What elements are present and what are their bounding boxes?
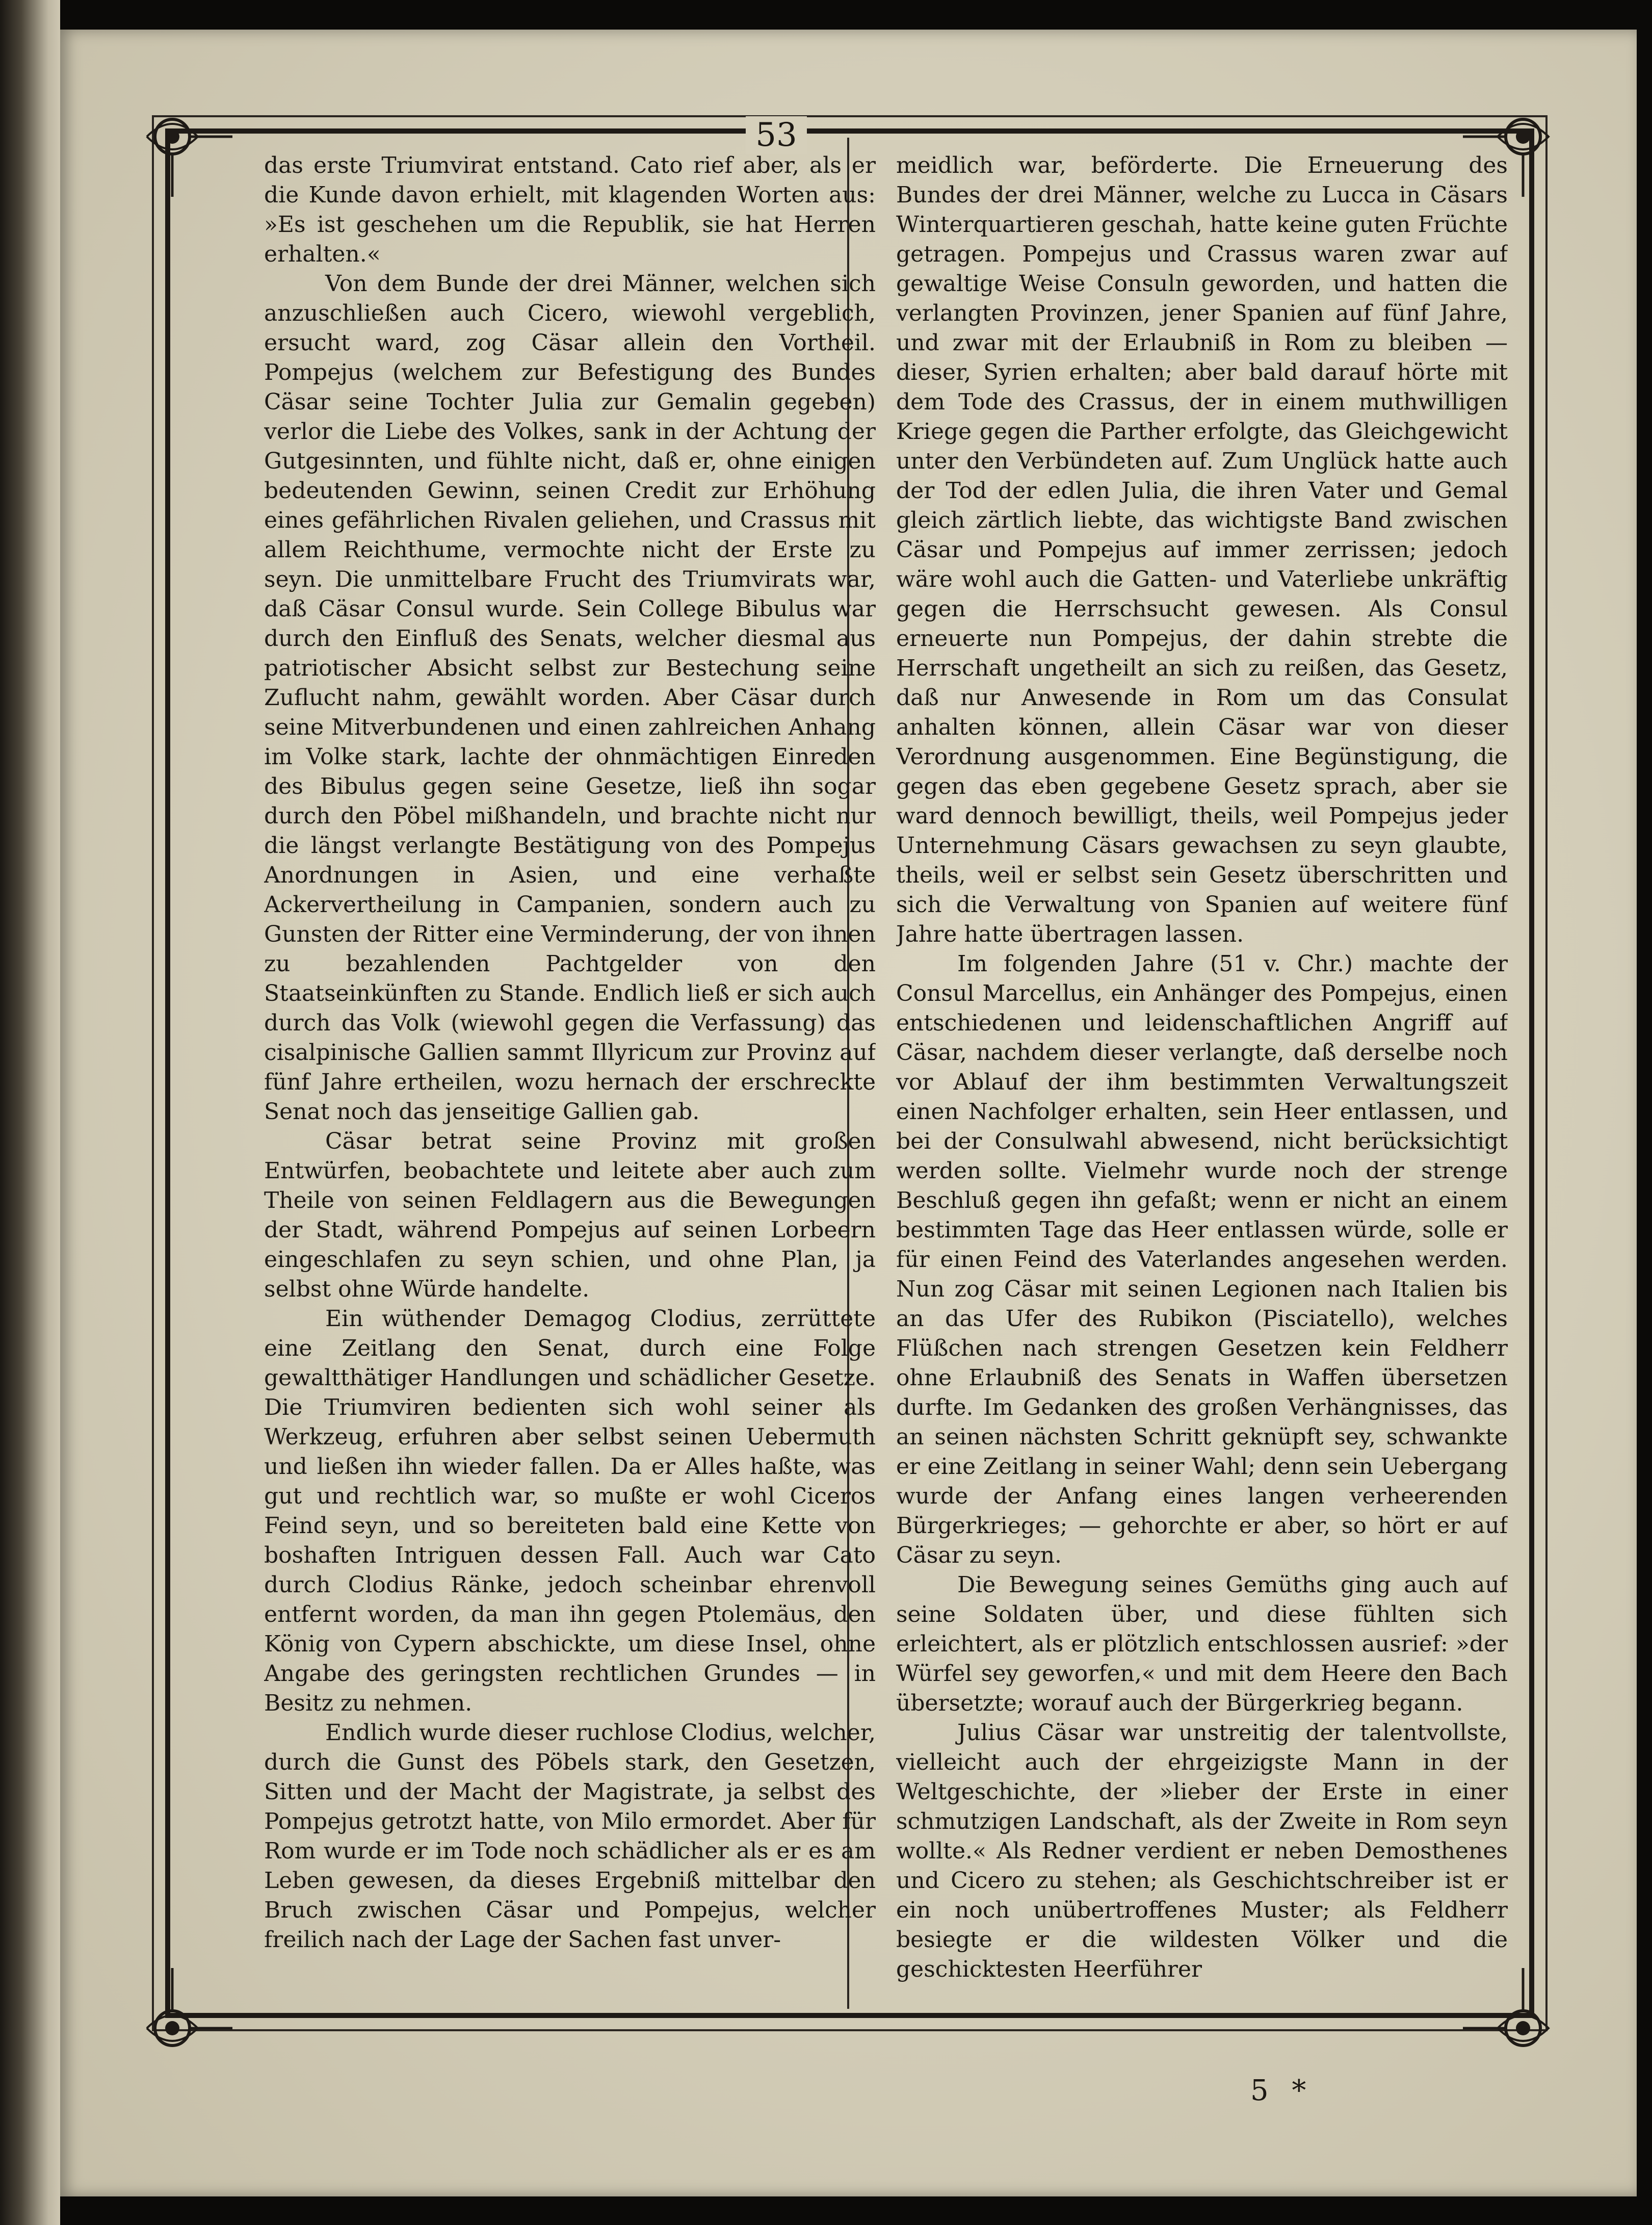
corner-ornament-icon	[142, 106, 233, 198]
paragraph: Von dem Bunde der drei Männer, welchen sich anzuschließen auch Cicero, wiewohl vergeblich, ersucht ward, zog Cäsar allein den Vortheil. Pompejus (welchem zur Befestigung des Bundes Cäsar seine Tochter Julia zur Gemalin gegeben) verlor die Liebe des Volkes, sank in der Achtung der Gutgesinnten, und fühlte nicht, daß er, ohne einigen bedeutenden Gewinn, seinen Credit zur Erhöhung eines gefährlichen Rivalen geliehen, und Crassus mit allem Reichthume, vermochte nicht der Erste zu seyn. Die unmittelbare Frucht des Triumvirats war, daß Cäsar Consul wurde. Sein College Bibulus war durch den Einfluß des Senats, welcher diesmal aus patriotischer Absicht selbst zur Bestechung seine Zuflucht nahm, gewählt worden. Aber Cäsar durch seine Mitverbundenen und einen zahlreichen Anhang im Volke stark, lachte der ohnmächtigen Einreden des Bibulus gegen seine Gesetze, ließ ihn sogar durch den Pöbel mißhandeln, und brachte nicht nur die längst verlangte Bestätigung von des Pompejus Anordnungen in Asien, und eine verhaßte Ackervertheilung in Campanien, sondern auch zu Gunsten der Ritter eine Verminderung, der von ihnen zu bezahlenden Pachtgelder von den Staatseinkünften zu Stande. Endlich ließ er sich auch durch das Volk (wiewohl gegen die Verfassung) das cisalpinische Gallien sammt Illyricum zur Provinz auf fünf Jahre ertheilen, wozu hernach der erschreckte Senat noch das jenseitige Gallien gab.	[264, 271, 876, 1125]
paragraph: Ein wüthender Demagog Clodius, zerrüttete eine Zeitlang den Senat, durch eine Folge gewaltthätiger Handlungen und schädlicher Gesetze. Die Triumviren bedienten sich wohl seiner als Werkzeug, erfuhren aber selbst seinen Uebermuth und ließen ihn wieder fallen. Da er Alles haßte, was gut und rechtlich war, so mußte er wohl Ciceros Feind seyn, und so bereiteten bald eine Kette von boshaften Intriguen dessen Fall. Auch war Cato durch Clodius Ränke, jedoch scheinbar ehrenvoll entfernt worden, da man ihn gegen Ptolemäus, den König von Cypern abschickte, um diese Insel, ohne Angabe des geringsten rechtlichen Grundes — in Besitz zu nehmen.	[264, 1306, 876, 1716]
corner-ornament-icon	[142, 1967, 233, 2059]
page-number: 53	[746, 116, 807, 154]
paragraph: Cäsar betrat seine Provinz mit großen Entwürfen, beobachtete und leitete aber auch zum Theile von seinen Feldlagern aus die Bewegungen der Stadt, während Pompejus auf seinen Lorbeern eingeschlafen zu seyn schien, und ohne Plan, ja selbst ohne Würde handelte.	[264, 1128, 876, 1302]
paragraph: Im folgenden Jahre (51 v. Chr.) machte der Consul Marcellus, ein Anhänger des Pompejus, einen entschiedenen und leidenschaftlichen Angriff auf Cäsar, nachdem dieser verlangte, daß derselbe noch vor Ablauf der ihm bestimmten Verwaltungszeit einen Nachfolger erhalten, sein Heer entlassen, und bei der Consulwahl abwesend, nicht berücksichtigt werden sollte. Vielmehr wurde noch der strenge Beschluß gegen ihn gefaßt; wenn er nicht an einem bestimmten Tage das Heer entlassen würde, solle er für einen Feind des Vaterlandes angesehen werden. Nun zog Cäsar mit seinen Legionen nach Italien bis an das Ufer des Rubikon (Pisciatello), welches Flüßchen nach strengen Gesetzen kein Feldherr ohne Erlaubniß des Senats in Waffen übersetzen durfte. Im Gedanken des großen Verhängnisses, das an seinen nächsten Schritt geknüpft sey, schwankte er eine Zeitlang in seiner Wahl; denn sein Uebergang wurde der Anfang eines langen verheerenden Bürgerkrieges; — gehorchte er aber, so hört er auf Cäsar zu seyn.	[896, 951, 1508, 1568]
book-spine-shadow	[0, 0, 60, 2225]
paragraph: das erste Triumvirat entstand. Cato rief aber, als er die Kunde davon erhielt, mit klagenden Worten aus: »Es ist geschehen um die Republik, sie hat Herren erhalten.«	[264, 152, 876, 267]
book-page	[60, 30, 1637, 2196]
paragraph: meidlich war, beförderte. Die Erneuerung des Bundes der drei Männer, welche zu Lucca in Cäsars Winterquartieren geschah, hatte keine guten Früchte getragen. Pompejus und Crassus waren zwar auf gewaltige Weise Consuln geworden, und hatten die verlangten Provinzen, jener Spanien auf fünf Jahre, und zwar mit der Erlaubniß in Rom zu bleiben — dieser, Syrien erhalten; aber bald darauf hörte mit dem Tode des Crassus, der in einem muthwilligen Kriege gegen die Parther erfolgte, das Gleichgewicht unter den Verbündeten auf. Zum Unglück hatte auch der Tod der edlen Julia, die ihren Vater und Gemal gleich zärtlich liebte, das wichtigste Band zwischen Cäsar und Pompejus auf immer zerrissen; jedoch wäre wohl auch die Gatten- und Vaterliebe unkräftig gegen die Herrschsucht gewesen. Als Consul erneuerte nun Pompejus, der dahin strebte die Herrschaft ungetheilt an sich zu reißen, das Gesetz, daß nur Anwesende in Rom um das Consulat anhalten können, allein Cäsar war von dieser Verordnung ausgenommen. Eine Begünstigung, die gegen das eben gegebene Gesetz sprach, aber sie ward dennoch bewilligt, theils, weil Pompejus jeder Unternehmung Cäsars gewachsen zu seyn glaubte, theils, weil er selbst sein Gesetz überschritten und sich die Verwaltung von Spanien auf weitere fünf Jahre hatte übertragen lassen.	[896, 152, 1508, 947]
paragraph: Endlich wurde dieser ruchlose Clodius, welcher, durch die Gunst des Pöbels stark, den Gesetzen, Sitten und der Macht der Magistrate, ja selbst des Pompejus getrotzt hatte, von Milo ermordet. Aber für Rom wurde er im Tode noch schädlicher als er es am Leben gewesen, da dieses Ergebniß mittelbar den Bruch zwischen Cäsar und Pompejus, welcher freilich nach der Lage der Sachen fast unver-	[264, 1720, 876, 1953]
text-column-right	[896, 151, 1508, 1997]
paragraph: Julius Cäsar war unstreitig der talentvollste, vielleicht auch der ehrgeizigste Mann in der Weltgeschichte, der »lieber der Erste in einer schmutzigen Landschaft, als der Zweite in Rom seyn wollte.« Als Redner verdient er neben Demosthenes und Cicero zu stehen; als Geschichtschreiber ist er ein noch unübertroffenes Muster; als Feldherr besiegte er die wildesten Völker und die geschicktesten Heerführer	[896, 1720, 1508, 1982]
signature-mark: 5 *	[1250, 2074, 1314, 2107]
text-column-left	[264, 151, 876, 1997]
paragraph: Die Bewegung seines Gemüths ging auch auf seine Soldaten über, und diese fühlten sich erleichtert, als er plötzlich entschlossen ausrief: »der Würfel sey geworfen,« und mit dem Heere den Bach übersetzte; worauf auch der Bürgerkrieg begann.	[896, 1572, 1508, 1716]
